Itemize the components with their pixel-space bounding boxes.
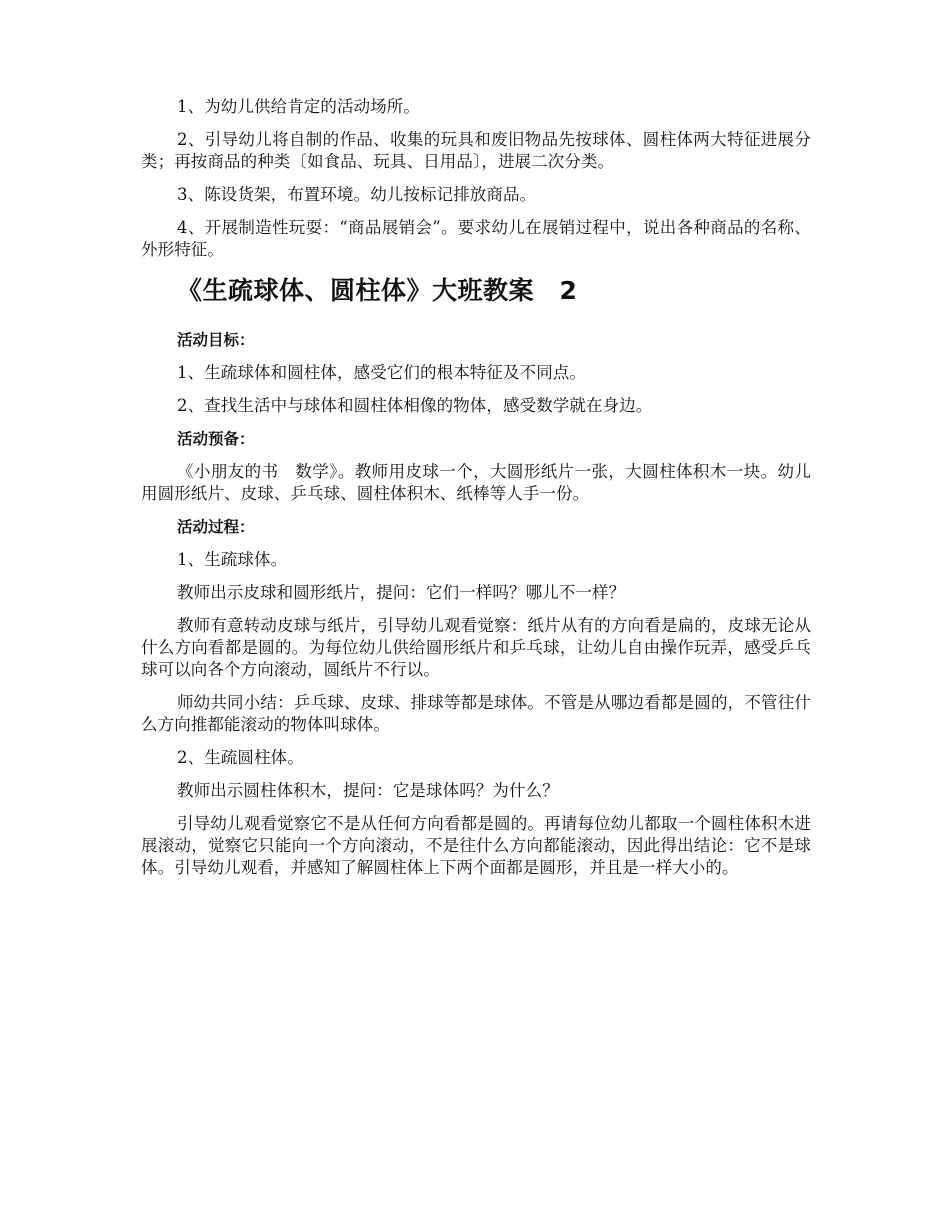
- paragraph-setup-2: 2、引导幼儿将自制的作品、收集的玩具和废旧物品先按球体、圆柱体两大特征进展分类；再按商品的种类〔如食品、玩具、日用品〕，进展二次分类。: [141, 130, 811, 171]
- process-paragraph: 教师出示皮球和圆形纸片，提问：它们一样吗？哪儿不一样？: [177, 583, 626, 602]
- section-heading-preparation: 活动预备：: [177, 430, 255, 448]
- goal-item-1: 1、生疏球体和圆柱体，感受它们的根本特征及不同点。: [177, 363, 586, 382]
- document-body: [141, 96, 811, 890]
- process-paragraph: 师幼共同小结：乒乓球、皮球、排球等都是球体。不管是从哪边看都是圆的，不管往什么方向推都能滚动的物体叫球体。: [141, 693, 811, 734]
- paragraph-setup-4: 4、开展制造性玩耍：“商品展销会”。要求幼儿在展销过程中，说出各种商品的名称、外形特征。: [141, 218, 811, 259]
- preparation-paragraph: 《小朋友的书 数学》。教师用皮球一个，大圆形纸片一张，大圆柱体积木一块。幼儿用圆形纸片、皮球、乒乓球、圆柱体积木、纸棒等人手一份。: [141, 462, 811, 503]
- section-heading-process: 活动过程：: [177, 518, 255, 536]
- paragraph-setup-3: 3、陈设货架，布置环境。幼儿按标记排放商品。: [177, 185, 537, 204]
- paragraph-setup-1: 1、为幼儿供给肯定的活动场所。: [177, 97, 420, 116]
- process-paragraph: 教师有意转动皮球与纸片，引导幼儿观看觉察：纸片从有的方向看是扁的，皮球无论从什么方向看都是圆的。为每位幼儿供给圆形纸片和乒乓球，让幼儿自由操作玩弄，感受乒乓球可以向各个方向滚动，圆纸片不行以。: [141, 616, 811, 679]
- process-step-2: 2、生疏圆柱体。: [177, 748, 304, 767]
- lesson-plan-title: 《生疏球体、圆柱体》大班教案 2: [177, 276, 578, 305]
- section-heading-goals: 活动目标：: [177, 331, 255, 349]
- process-step-1: 1、生疏球体。: [177, 550, 288, 569]
- process-paragraph: 教师出示圆柱体积木，提问：它是球体吗？为什么？: [177, 781, 559, 800]
- process-paragraph: 引导幼儿观看觉察它不是从任何方向看都是圆的。再请每位幼儿都取一个圆柱体积木进展滚动，觉察它只能向一个方向滚动，不是往什么方向都能滚动，因此得出结论：它不是球体。引导幼儿观看，并感知了解圆柱体上下两个面都是圆形，并且是一样大小的。: [141, 814, 811, 877]
- goal-item-2: 2、查找生活中与球体和圆柱体相像的物体，感受数学就在身边。: [177, 396, 653, 415]
